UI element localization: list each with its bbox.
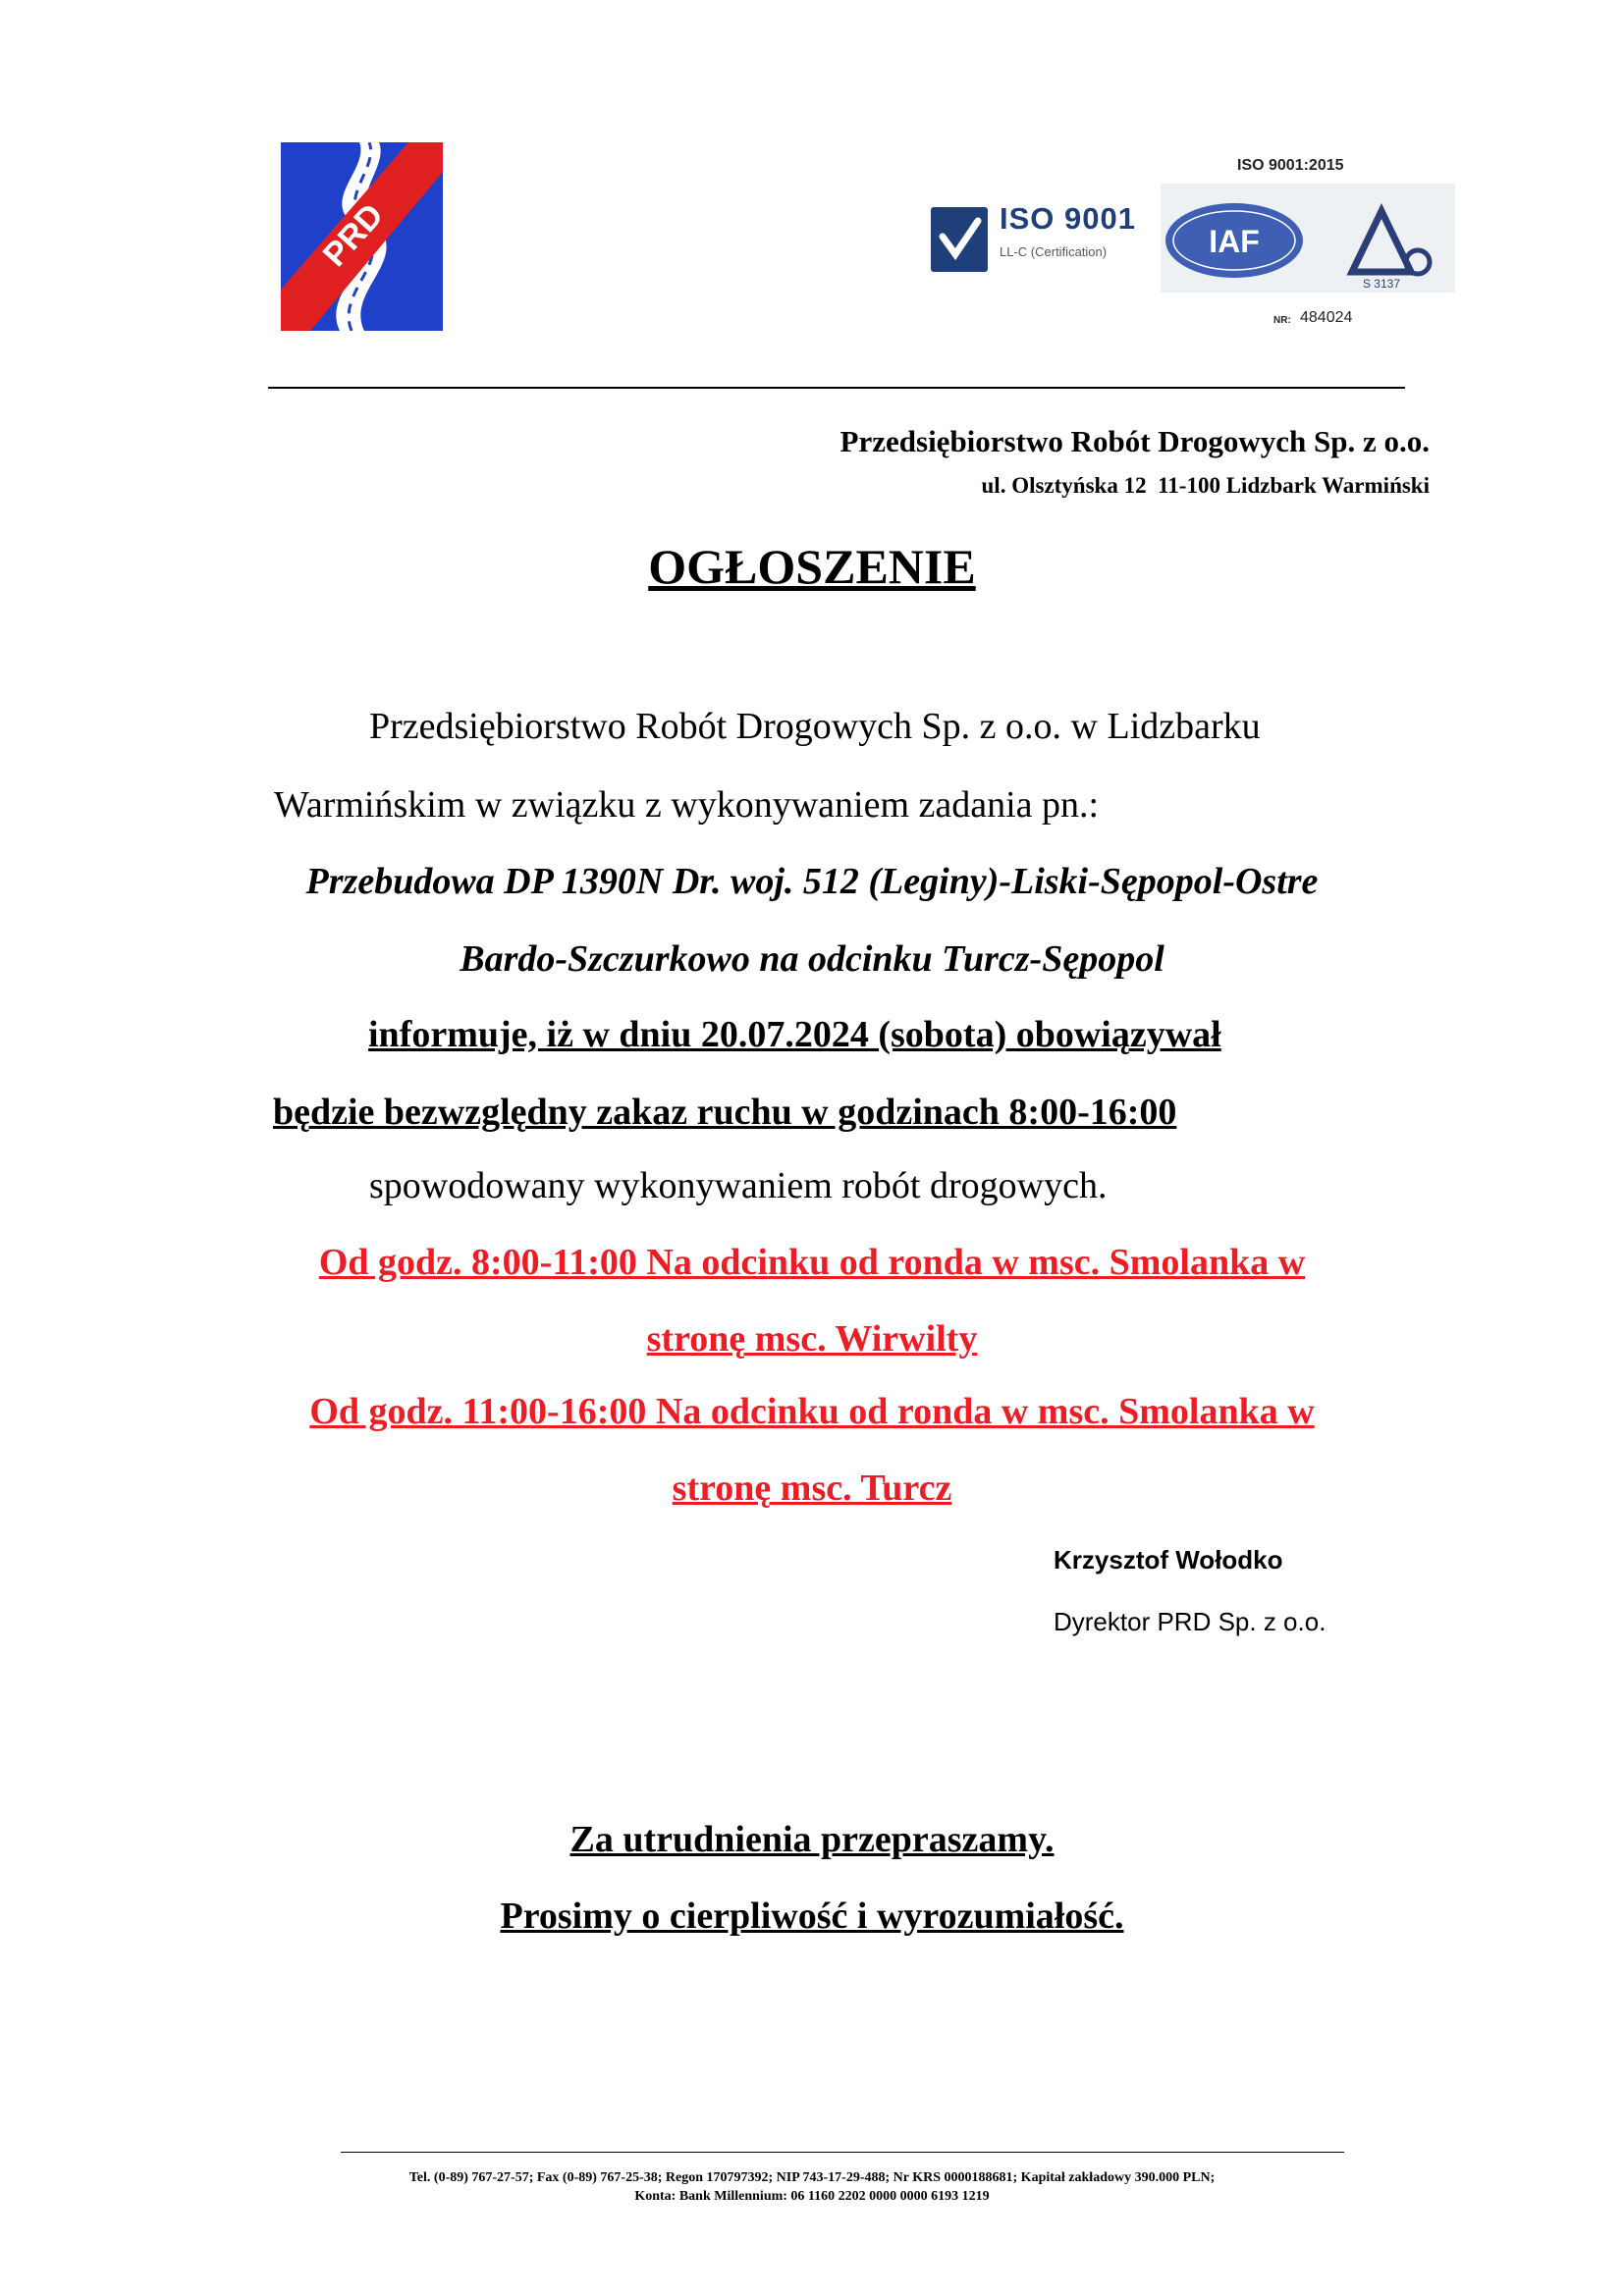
iaf-code: S 3137	[1362, 277, 1401, 291]
checkmark-icon	[931, 207, 988, 272]
certificate-number: 484024	[1300, 309, 1353, 326]
company-logo	[281, 142, 443, 331]
iso-9001-badge	[931, 201, 1147, 280]
section-detail-2-line-1: Od godz. 11:00-16:00 Na odcinku od ronda w msc. Smolanka w	[309, 1391, 1315, 1432]
header-divider	[268, 387, 1405, 389]
iaf-label: IAF	[1209, 224, 1260, 259]
iaf-certification	[1161, 147, 1455, 344]
footer-divider	[341, 2152, 1344, 2153]
closure-reason: spowodowany wykonywaniem robót drogowych.	[369, 1165, 1108, 1206]
signatory-title: Dyrektor PRD Sp. z o.o.	[1054, 1607, 1326, 1636]
section-detail-1-line-2: stronę msc. Wirwilty	[646, 1318, 978, 1360]
footer-contact-line: Tel. (0-89) 767-27-57; Fax (0-89) 767-25-38; Regon 170797392; NIP 743-17-29-488; Nr KRS 0000188681; Kapitał zakładowy 390.000 PLN;	[408, 2170, 1216, 2185]
iaf-seal	[1161, 184, 1455, 293]
company-address: ul. Olsztyńska 12 11-100 Lidzbark Warmiński	[981, 473, 1430, 498]
section-detail-2-line-2: stronę msc. Turcz	[672, 1468, 952, 1509]
closure-notice-line-1: informuje, iż w dniu 20.07.2024 (sobota) obowiązywał	[368, 1014, 1221, 1055]
footer-bank-line: Konta: Bank Millennium: 06 1160 2202 0000 0000 6193 1219	[634, 2189, 990, 2204]
iaf-standard: ISO 9001:2015	[1237, 157, 1344, 174]
company-name: Przedsiębiorstwo Robót Drogowych Sp. z o.o.	[839, 424, 1430, 458]
patience-line: Prosimy o cierpliwość i wyrozumiałość.	[500, 1896, 1124, 1937]
iso-badge-subtitle: LL-C (Certification)	[1000, 244, 1108, 259]
closure-notice-line-2: będzie bezwzględny zakaz ruchu w godzinach 8:00-16:00	[273, 1092, 1177, 1133]
certificate-number-label: NR:	[1273, 315, 1291, 326]
intro-line-2: Warmińskim w związku z wykonywaniem zadania pn.:	[274, 784, 1100, 826]
logo-text: PRD	[315, 196, 391, 275]
iso-badge-title: ISO 9001	[1000, 201, 1136, 236]
page-title: OGŁOSZENIE	[648, 539, 976, 594]
apology-line: Za utrudnienia przepraszamy.	[569, 1819, 1055, 1860]
section-detail-1-line-1: Od godz. 8:00-11:00 Na odcinku od ronda w msc. Smolanka w	[318, 1242, 1306, 1283]
task-name-line-2: Bardo-Szczurkowo na odcinku Turcz-Sępopol	[460, 938, 1164, 980]
task-name-line-1: Przebudowa DP 1390N Dr. woj. 512 (Leginy)-Liski-Sępopol-Ostre	[305, 861, 1319, 902]
signatory-name: Krzysztof Wołodko	[1054, 1545, 1283, 1575]
intro-line-1: Przedsiębiorstwo Robót Drogowych Sp. z o.o. w Lidzbarku	[369, 706, 1261, 747]
